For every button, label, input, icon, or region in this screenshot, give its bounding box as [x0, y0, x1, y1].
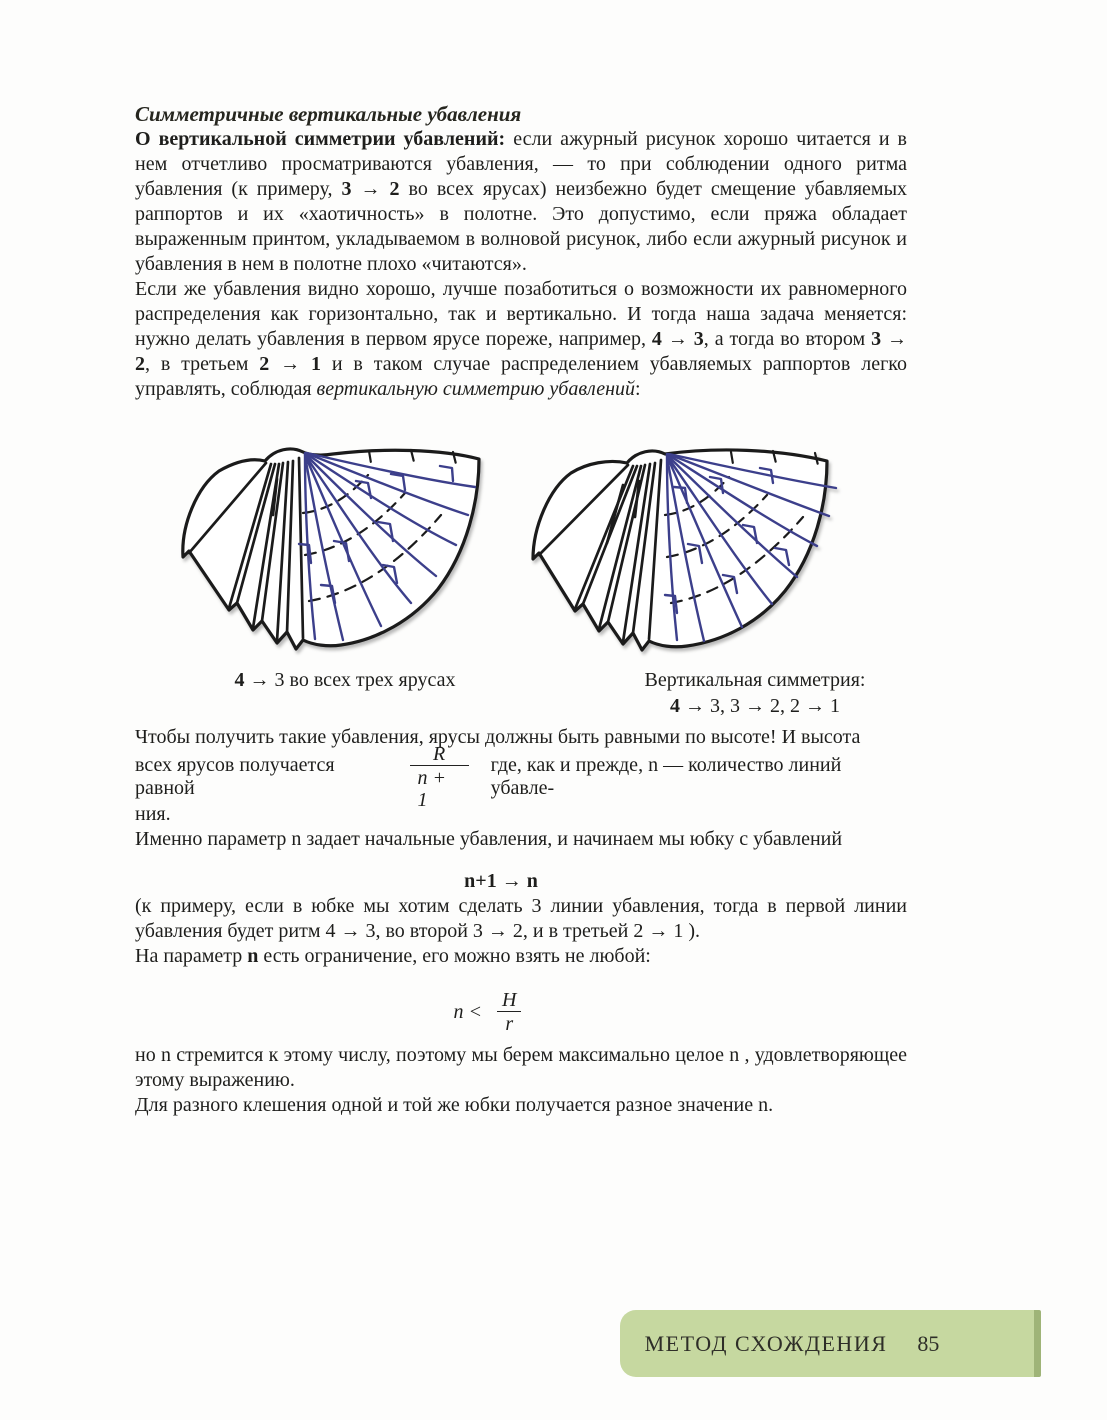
footer-page-number: 85 [917, 1330, 940, 1356]
limit-fraction-denominator: r [497, 1011, 521, 1035]
skirt-fan-diagram-symmetric [527, 443, 947, 661]
figure-caption-right [565, 667, 945, 719]
footer-section-label: МЕТОД СХОЖДЕНИЯ [644, 1330, 888, 1356]
fraction-numerator: R [432, 743, 446, 765]
limit-fraction-numerator: H [502, 989, 517, 1011]
param-paragraph: Именно параметр n задает начальные убавления, и начинаем мы юбку с убавлений [135, 828, 843, 850]
decrease-rule-formula: n+1 → n [464, 870, 538, 892]
limit-fraction [494, 989, 524, 1035]
fraction-lead-text: всех ярусов получается равной [135, 754, 335, 799]
fraction-denominator: n + 1 [410, 765, 469, 811]
section-title: Симметричные вертикальные убавления [135, 102, 522, 126]
limit-formula [103, 981, 875, 1043]
intro-paragraph: О вертикальной симметрии убавлений: если ажурный рисунок хорошо читается и в нем отчетливо просматриваются убавления, — то при соблюдении одного ритма убавления (к примеру, 3 → 2 во всех ярусах) неизбежно будет смещение убавляемых раппортов и их «хаотичность» в полотне. Это допустимо, если пряжа обладает выраженным принтом, укладываемом в волновой рисунок, либо если ажурный рисунок и убавления в нем в полотне плохо «читаются». [135, 128, 908, 275]
limit-formula-lhs: n < [453, 1000, 483, 1023]
height-paragraph-fraction-line [135, 743, 907, 811]
max-integer-paragraph: но n стремится к этому числу, поэтому мы берем максимально целое n , удовлетворяющее этому выражению. [135, 1044, 907, 1091]
skirt-fan-diagram-uniform [153, 443, 558, 661]
height-paragraph-line1: Чтобы получить такие убавления, ярусы должны быть равными по высоте! И высота [135, 726, 861, 748]
example-paragraph: (к примеру, если в юбке мы хотим сделать 3 линии убавления, тогда в первой линии убавления будет ритм 4 → 3, во второй 3 → 2, и в третьей 2 → 1 ). [135, 895, 907, 942]
figure-caption-left: 4 → 3 во всех трех ярусах [234, 669, 456, 691]
even-distribution-paragraph: Если же убавления видно хорошо, лучше позаботиться о возможности их равномерного распределения как горизонтально, так и вертикально. И тогда наша задача меняется: нужно делать убавления в первом ярусе пореже, например, 4 → 3, а тогда во втором 3 → 2, в третьем 2 → 1 и в таком случае распределением убавляемых раппортов легко управлять, соблюдая вертикальную симметрию убавлений: [135, 278, 908, 400]
figure-caption-right-formula: 4 → 3, 3 → 2, 2 → 1 [670, 695, 840, 717]
skirt-fan-figures [135, 443, 907, 661]
height-paragraph-line3: ния. [135, 803, 171, 825]
final-paragraph: Для разного клешения одной и той же юбки получается разное значение n. [135, 1094, 774, 1116]
limit-paragraph: На параметр n есть ограничение, его можно взять не любой: [135, 945, 651, 967]
section-footer-tab [620, 1310, 1041, 1377]
text-column [135, 0, 907, 1118]
radius-fraction [410, 743, 469, 811]
figure-captions [135, 667, 907, 725]
fraction-trail-text: где, как и прежде, n — количество линий убавле- [490, 754, 842, 799]
figure-caption-right-title: Вертикальная симметрия: [644, 669, 866, 691]
